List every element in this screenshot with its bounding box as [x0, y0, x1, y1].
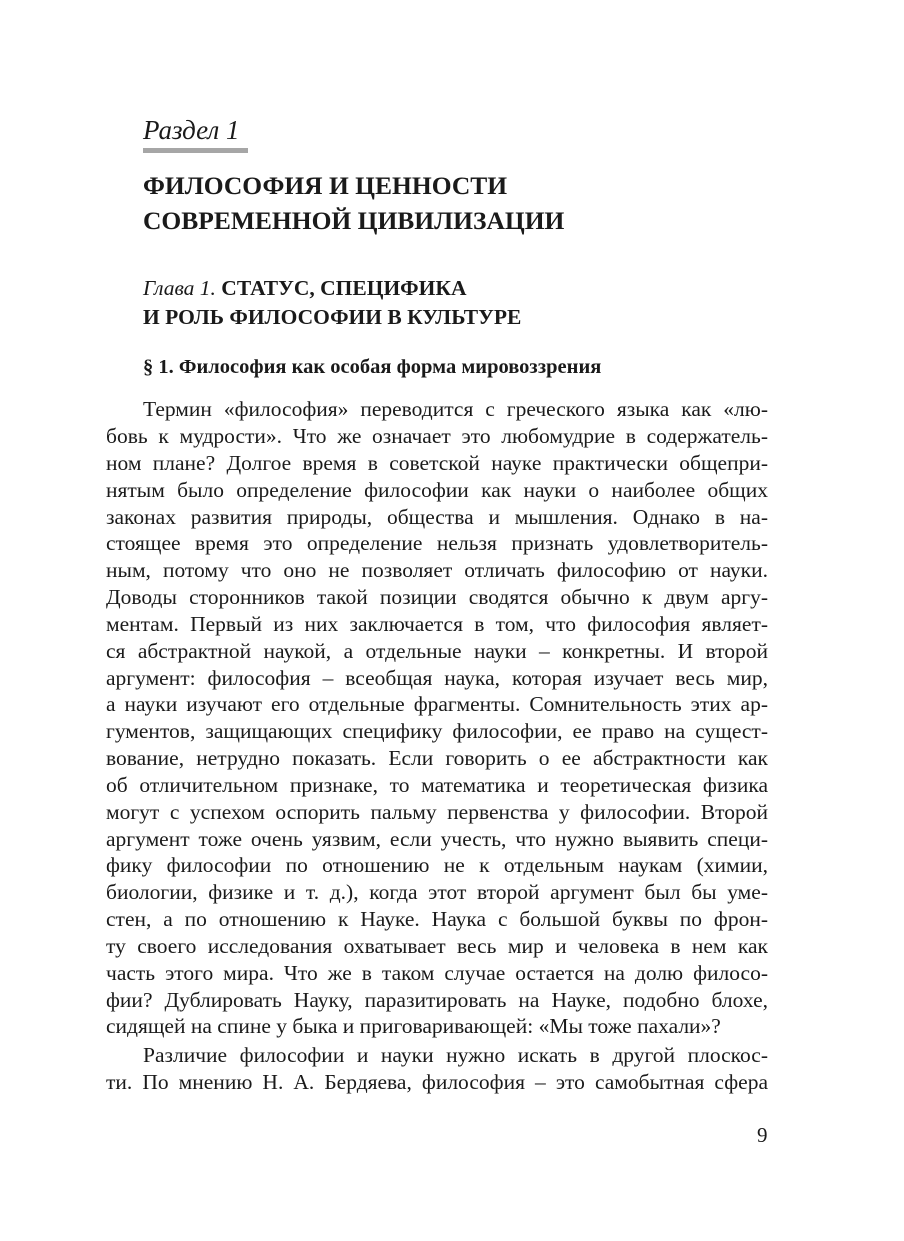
chapter-title [143, 274, 521, 332]
body-line: ном плане? Долгое время в советской науке практически общепри- [106, 451, 768, 475]
part-title-line: ФИЛОСОФИЯ И ЦЕННОСТИ [143, 171, 508, 200]
body-line: часть этого мира. Что же в таком случае остается на долю филосо- [106, 961, 768, 985]
paragraph-heading: § 1. Философия как особая форма мировоззрения [143, 356, 602, 378]
part-title-line: СОВРЕМЕННОЙ ЦИВИЛИЗАЦИИ [143, 206, 565, 235]
section-label: Раздел 1 [143, 115, 240, 145]
body-line: вование, нетрудно показать. Если говорить о ее абстрактности как [106, 746, 768, 770]
page-number: 9 [757, 1123, 768, 1147]
body-line: нятым было определение философии как науки о наиболее общих [106, 478, 768, 502]
chapter-title-line: И РОЛЬ ФИЛОСОФИИ В КУЛЬТУРЕ [143, 305, 522, 329]
chapter-title-line [143, 274, 521, 303]
body-line: законах развития природы, общества и мышления. Однако в на- [106, 505, 768, 529]
body-line: стен, а по отношению к Науке. Наука с большой буквы по фрон- [106, 907, 768, 931]
body-line: об отличительном признаке, то математика и теоретическая физика [106, 773, 768, 797]
body-line: ментам. Первый из них заключается в том, что философия являет- [106, 612, 768, 636]
body-line: ся абстрактной наукой, а отдельные науки – конкретны. И второй [106, 639, 768, 663]
body-line: ти. По мнению Н. А. Бердяева, философия – это самобытная сфера [106, 1070, 768, 1094]
body-line: бовь к мудрости». Что же означает это любомудрие в содержатель- [106, 424, 768, 448]
body-line: фику философии по отношению не к отдельным наукам (химии, [106, 853, 768, 877]
section-underline [143, 148, 248, 153]
body-line: Термин «философия» переводится с греческого языка как «лю- [143, 397, 768, 421]
body-line: гументов, защищающих специфику философии, ее право на сущест- [106, 719, 768, 743]
body-line: стоящее время это определение нельзя признать удовлетворитель- [106, 531, 768, 555]
body-line: биологии, физике и т. д.), когда этот второй аргумент был бы уме- [106, 880, 768, 904]
body-line: Различие философии и науки нужно искать в другой плоскос- [143, 1043, 768, 1067]
body-line: могут с успехом оспорить пальму первенства у философии. Второй [106, 800, 768, 824]
body-line: Доводы сторонников такой позиции сводятся обычно к двум аргу- [106, 585, 768, 609]
chapter-title-text: СТАТУС, СПЕЦИФИКА [221, 276, 467, 300]
body-line: ным, потому что оно не позволяет отличать философию от науки. [106, 558, 768, 582]
body-line: аргумент тоже очень уязвим, если учесть, что нужно выявить специ- [106, 827, 768, 851]
part-title [143, 168, 564, 238]
body-line: аргумент: философия – всеобщая наука, которая изучает весь мир, [106, 666, 768, 690]
body-line: ту своего исследования охватывает весь мир и человека в нем как [106, 934, 768, 958]
body-line: а науки изучают его отдельные фрагменты. Сомнительность этих ар- [106, 692, 768, 716]
chapter-prefix: Глава 1. [143, 276, 216, 300]
body-line: фии? Дублировать Науку, паразитировать на Науке, подобно блохе, [106, 988, 768, 1012]
body-line: сидящей на спине у быка и приговаривающей: «Мы тоже пахали»? [106, 1014, 721, 1038]
